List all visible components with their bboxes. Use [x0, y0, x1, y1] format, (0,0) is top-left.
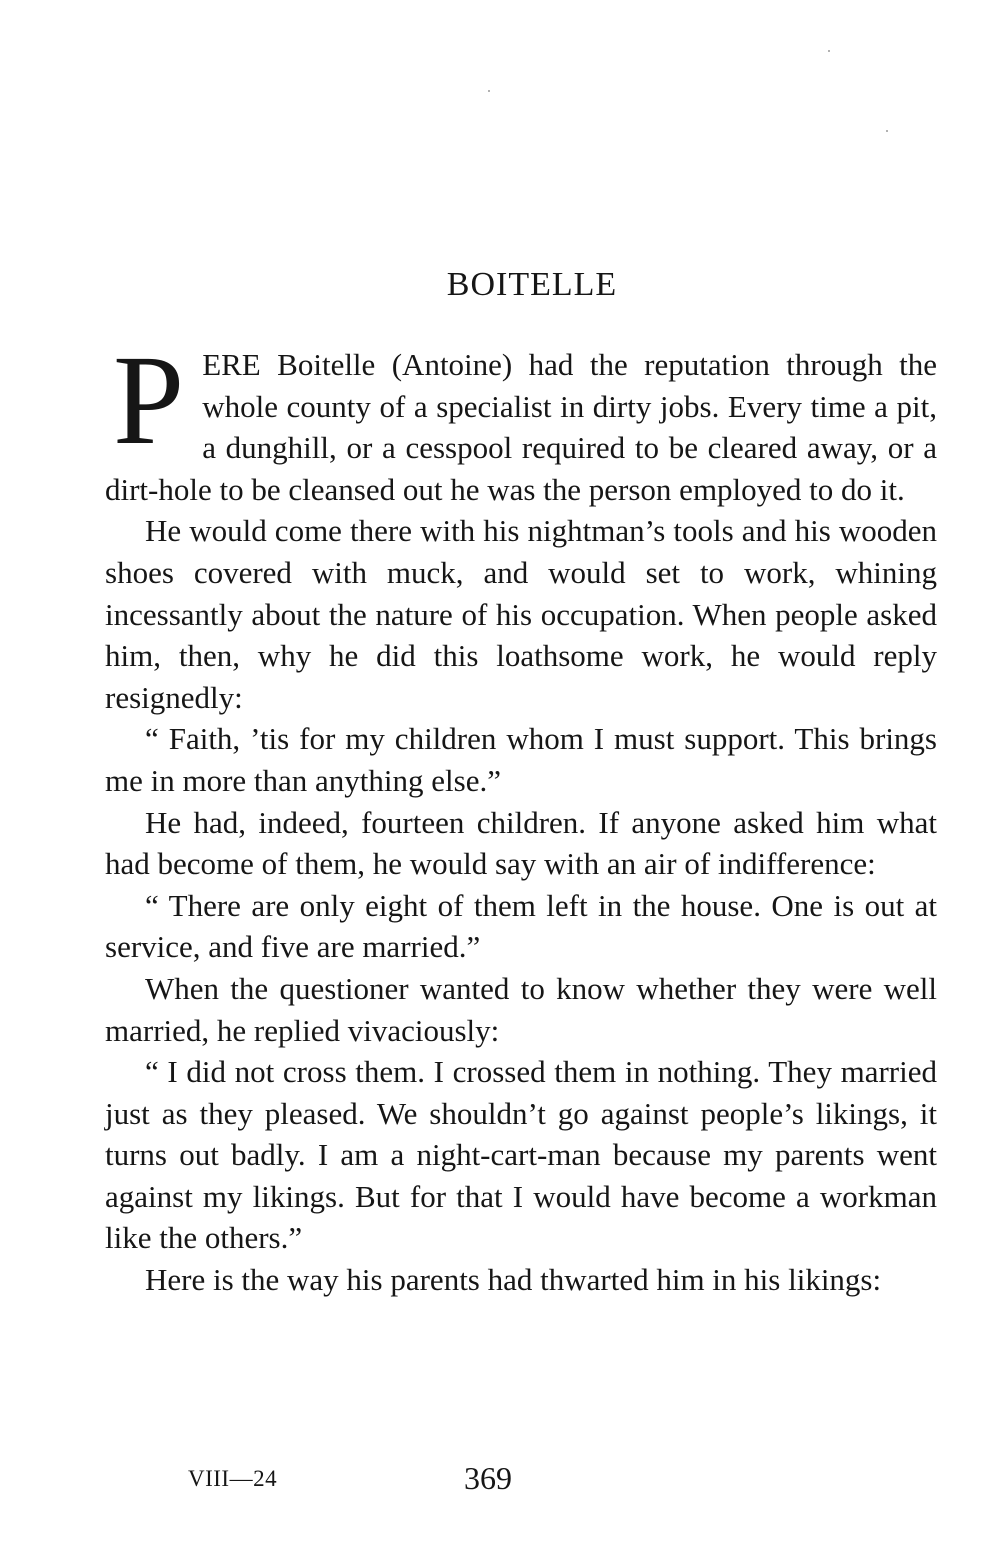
- paragraph: “ I did not cross them. I crossed them in nothing. They married just as they pleased. We shouldn’t go against people’s likings, it turns out badly. I am a night-cart-man because my parents went against my likings. But for that I would have become a workman like the others.”: [105, 1054, 937, 1256]
- chapter-title: BOITELLE: [446, 266, 618, 303]
- paragraph: “ Faith, ’tis for my children whom I must support. This brings me in more than anything else.”: [105, 721, 937, 798]
- page-number: 369: [464, 1460, 512, 1496]
- paragraph: When the questioner wanted to know whether they were well married, he replied vivaciously:: [105, 970, 937, 1048]
- body-text: [105, 329, 937, 1301]
- signature-mark: VIII—24: [188, 1466, 278, 1491]
- paper-speck: [828, 50, 830, 52]
- paper-speck: [886, 130, 888, 132]
- paragraph: He would come there with his nightman’s tools and his wooden shoes covered with muck, and would set to work, whining incessantly about the nature of his occupation. When people asked him, then, why he did this loathsome work, he would reply resignedly:: [105, 513, 937, 715]
- paragraph: [105, 329, 937, 510]
- paragraph: Here is the way his parents had thwarted him in his likings:: [145, 1262, 882, 1298]
- drop-cap: P: [113, 329, 185, 471]
- paragraph-text: ERE Boitelle (Antoine) had the reputation through the whole county of a specialist in dirty jobs. Every time a pit, a dunghill, or a cesspool required to be cleared away, or a dirt-hole to be cleansed out he was the person employed to do it.: [105, 347, 937, 507]
- page-footer: [0, 1460, 1000, 1510]
- paragraph: “ There are only eight of them left in the house. One is out at service, and five are married.”: [105, 887, 937, 965]
- paragraph: He had, indeed, fourteen children. If anyone asked him what had become of them, he would say with an air of indifference:: [105, 804, 937, 882]
- paper-speck: [488, 90, 490, 92]
